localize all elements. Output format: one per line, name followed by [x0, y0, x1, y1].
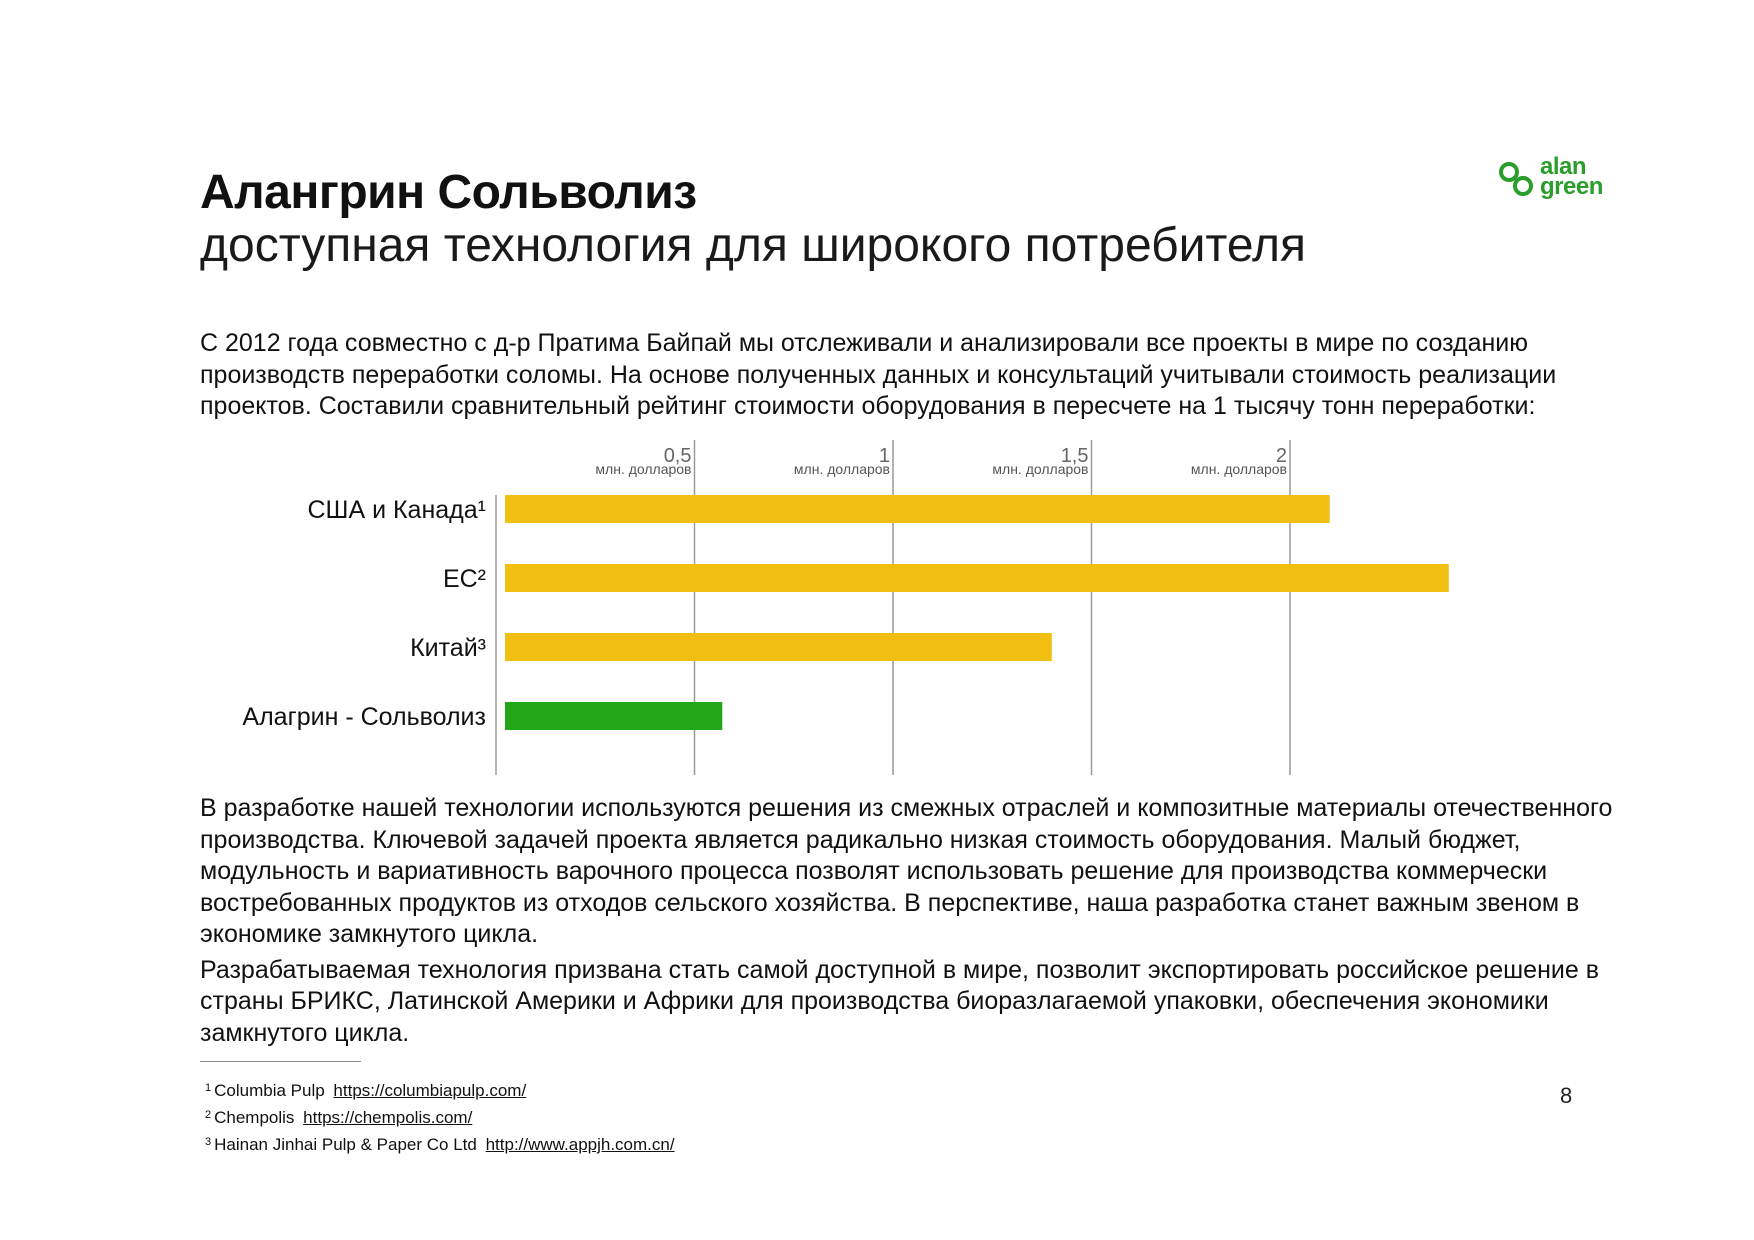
body-paragraph-2: Разрабатываемая технология призвана стать самой доступной в мире, позволит экспортировать российское решение в страны БРИКС, Латинской Америки и Африки для производства биоразлагаемой упаковки, обеспечения экономики замкнутого цикла. — [200, 955, 1599, 1047]
logo-line-1: alan — [1540, 153, 1587, 180]
logo-line-2: green — [1540, 173, 1603, 200]
chart-bar — [505, 495, 1330, 523]
chart-category-label: ЕС² — [442, 565, 486, 593]
chart-tick-label: 1,5 — [1060, 445, 1089, 467]
chart-bar — [505, 564, 1449, 592]
chart-tick-label: 0,5 — [663, 445, 692, 467]
body-text — [200, 793, 1620, 1053]
footnote-1 — [205, 1077, 675, 1104]
footnote-3 — [205, 1131, 675, 1158]
chart-tick-unit: млн. долларов — [595, 461, 692, 477]
footnote-source: Columbia Pulp — [214, 1081, 325, 1100]
chart-tick-label: 2 — [1275, 445, 1287, 467]
footnote-mark: 2 — [205, 1109, 212, 1121]
logo-rings-icon — [1498, 160, 1538, 200]
footnote-link[interactable]: https://chempolis.com/ — [303, 1108, 473, 1127]
logo-wordmark — [1540, 153, 1603, 200]
chart-tick-unit: млн. долларов — [793, 461, 890, 477]
footnote-source: Hainan Jinhai Pulp & Paper Co Ltd — [214, 1135, 477, 1154]
footnote-mark: 3 — [205, 1136, 212, 1148]
intro-paragraph: С 2012 года совместно с д-р Пратима Байпай мы отслеживали и анализировали все проекты в мире по созданию производств переработки соломы. На основе полученных данных и консультаций учитывали стоимость реализации проектов. Составили сравнительный рейтинг стоимости оборудования в пересчете на 1 тысячу тонн переработки: — [200, 329, 1557, 420]
chart-bar — [505, 633, 1052, 661]
chart-tick-unit: млн. долларов — [1190, 461, 1287, 477]
chart-category-label: США и Канада¹ — [307, 496, 486, 524]
chart-category-label: Китай³ — [410, 634, 486, 662]
page-number: 8 — [1560, 1083, 1573, 1108]
chart-bar — [505, 702, 722, 730]
footnote-mark: 1 — [205, 1082, 212, 1094]
chart-category-label: Алагрин - Сольволиз — [242, 703, 486, 731]
footnotes — [205, 1077, 675, 1158]
page-subtitle: доступная технология для широкого потребителя — [200, 219, 1306, 272]
chart-tick-unit: млн. долларов — [992, 461, 1089, 477]
footnote-source: Chempolis — [214, 1108, 295, 1127]
chart-tick-label: 1 — [878, 445, 890, 467]
body-paragraph-1: В разработке нашей технологии используются решения из смежных отраслей и композитные материалы отечественного производства. Ключевой задачей проекта является радикально низкая стоимость оборудования. Малый бюджет, модульность и вариативность варочного процесса позволят использовать решение для производства коммерчески востребованных продуктов из отходов сельского хозяйства. В перспективе, наша разработка станет важным звеном в экономике замкнутого цикла. — [200, 794, 1613, 948]
page-title: Алангрин Сольволиз — [200, 166, 697, 219]
footnote-link[interactable]: http://www.appjh.com.cn/ — [485, 1135, 675, 1154]
footnote-divider — [200, 1061, 361, 1062]
alan-green-logo — [1498, 153, 1608, 203]
footnote-link[interactable]: https://columbiapulp.com/ — [333, 1081, 527, 1100]
footnote-2 — [205, 1104, 675, 1131]
